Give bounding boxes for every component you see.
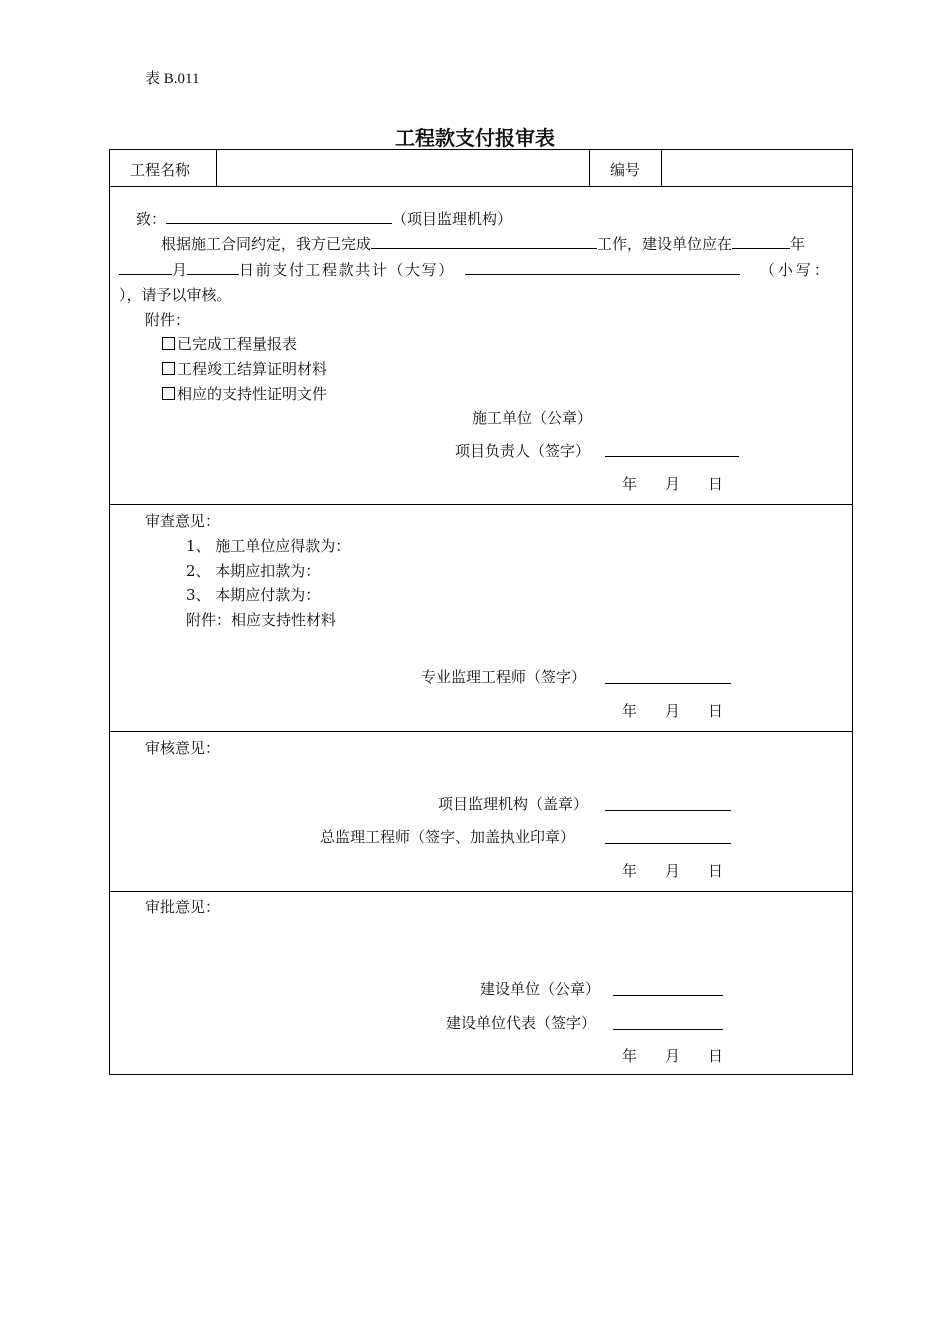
row-divider [110, 731, 852, 732]
line2-text-a: 月 [172, 261, 188, 279]
checkbox[interactable] [162, 337, 175, 350]
work-blank[interactable] [371, 233, 597, 249]
review-date [622, 700, 723, 721]
owner-rep-sign-label: 建设单位代表（签字） [446, 1014, 597, 1032]
owner-rep-sign-blank[interactable] [613, 1029, 723, 1030]
application-date [622, 473, 723, 494]
form-title: 工程款支付报审表 [395, 126, 555, 150]
amount-uppercase-blank[interactable] [465, 259, 740, 275]
header-divider [216, 150, 217, 186]
year-label: 年 [622, 1047, 638, 1065]
manager-sign-blank[interactable] [605, 456, 739, 457]
addressee-line [136, 208, 512, 229]
project-manager-sign-label: 项目负责人（签字） [455, 442, 591, 460]
attachment-text: 相应的支持性证明文件 [177, 385, 328, 403]
to-prefix: 致： [136, 210, 167, 228]
day-label: 日 [708, 862, 724, 880]
chief-sign-blank[interactable] [605, 843, 731, 844]
header-divider [661, 150, 662, 186]
year-label: 年 [622, 862, 638, 880]
approval-label: 审批意见： [145, 898, 221, 916]
checkbox[interactable] [162, 362, 175, 375]
attachment-item[interactable] [162, 383, 327, 404]
owner-seal-label: 建设单位（公章） [480, 980, 601, 998]
line1-text-a: 根据施工合同约定，我方已完成 [161, 235, 372, 253]
line1-text-b: 工作，建设单位应在 [597, 235, 733, 253]
review-item: 1、 施工单位应得款为： [186, 537, 351, 555]
audit-label: 审核意见： [145, 739, 221, 757]
addressee-blank[interactable] [166, 208, 392, 224]
owner-seal-blank[interactable] [613, 995, 723, 996]
year-blank[interactable] [732, 233, 790, 249]
month-label: 月 [665, 862, 681, 880]
month-label: 月 [665, 1047, 681, 1065]
year-label: 年 [622, 702, 638, 720]
engineer-sign-label: 专业监理工程师（签字） [421, 668, 587, 686]
to-suffix: （项目监理机构） [392, 210, 513, 228]
day-blank[interactable] [187, 259, 239, 275]
supervision-org-seal-label: 项目监理机构（盖章） [438, 795, 589, 813]
line1-text-c: 年 [790, 235, 806, 253]
attachment-item[interactable] [162, 333, 297, 354]
attachments-label: 附件： [145, 311, 191, 329]
day-label: 日 [708, 475, 724, 493]
line2-text-c: （小写： [759, 261, 832, 279]
header-divider [589, 150, 590, 186]
day-label: 日 [708, 1047, 724, 1065]
month-label: 月 [665, 702, 681, 720]
approval-date [622, 1045, 723, 1066]
row-divider [110, 186, 852, 187]
application-line-3: ），请予以审核。 [119, 286, 232, 304]
number-label: 编号 [610, 161, 641, 179]
application-line-2 [119, 259, 832, 280]
attachment-text: 已完成工程量报表 [177, 335, 298, 353]
month-label: 月 [665, 475, 681, 493]
line2-text-b: 日前支付工程款共计（大写） [239, 261, 455, 279]
project-name-label: 工程名称 [130, 161, 191, 179]
org-seal-blank[interactable] [605, 810, 731, 811]
review-attachment: 附件：相应支持性材料 [186, 611, 337, 629]
year-label: 年 [622, 475, 638, 493]
review-item: 2、 本期应扣款为： [186, 562, 321, 580]
attachment-item[interactable] [162, 358, 327, 379]
attachment-text: 工程竣工结算证明材料 [177, 360, 328, 378]
day-label: 日 [708, 702, 724, 720]
review-label: 审查意见： [145, 512, 221, 530]
checkbox[interactable] [162, 387, 175, 400]
month-blank[interactable] [119, 259, 172, 275]
review-item: 3、 本期应付款为： [186, 586, 321, 604]
form-code: 表 B.011 [145, 71, 200, 87]
engineer-sign-blank[interactable] [605, 683, 731, 684]
application-line-1 [161, 233, 805, 254]
payment-review-form [109, 149, 853, 1075]
audit-date [622, 860, 723, 881]
chief-engineer-sign-label: 总监理工程师（签字、加盖执业印章） [320, 828, 576, 846]
row-divider [110, 891, 852, 892]
contractor-seal-label: 施工单位（公章） [472, 409, 593, 427]
row-divider [110, 504, 852, 505]
